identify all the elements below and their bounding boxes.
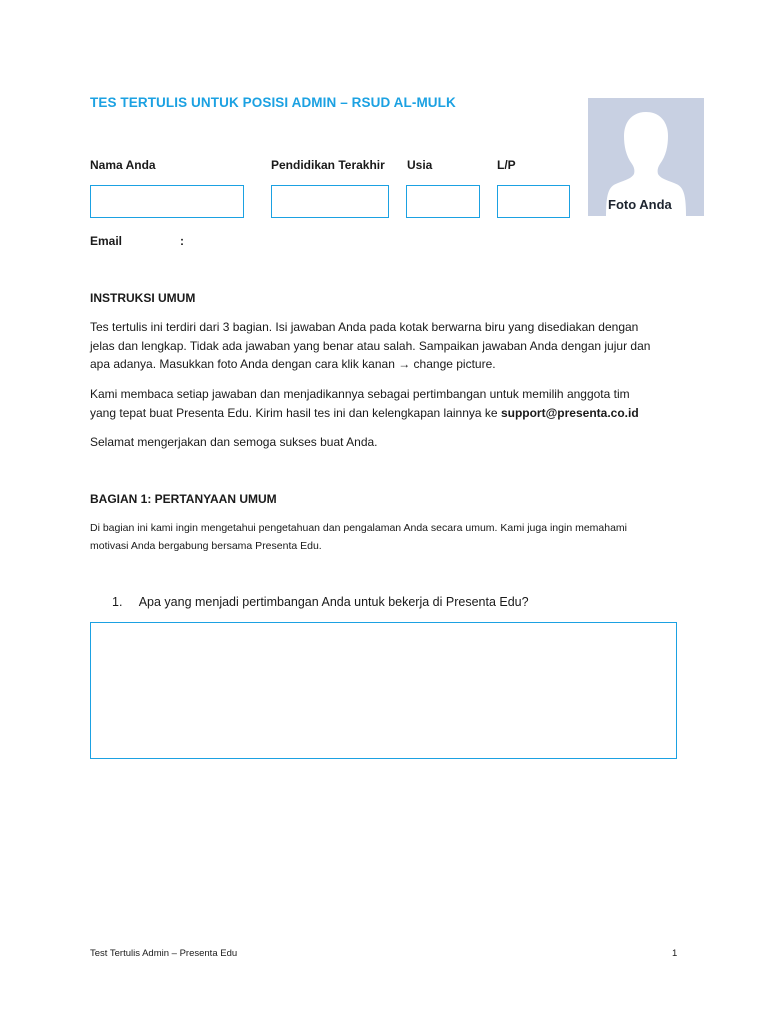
question-number: 1. (112, 595, 123, 609)
name-field[interactable] (90, 185, 244, 218)
question-1 (112, 595, 529, 609)
instructions-line: Kami membaca setiap jawaban dan menjadikannya sebagai pertimbangan untuk memilih anggota tim (90, 387, 630, 401)
document-title: TES TERTULIS UNTUK POSISI ADMIN – RSUD AL-MULK (90, 95, 456, 110)
section-1-description-line: motivasi Anda bergabung bersama Presenta Edu. (90, 540, 322, 552)
age-label: Usia (407, 158, 433, 172)
gender-field[interactable] (497, 185, 570, 218)
instructions-line-prefix: yang tepat buat Presenta Edu. Kirim hasil tes ini dan kelengkapan lainnya ke (90, 405, 501, 420)
question-1-answer-field[interactable] (90, 622, 677, 759)
email-label: Email (90, 234, 123, 248)
name-label: Nama Anda (90, 158, 156, 172)
instructions-line: apa adanya. Masukkan foto Anda dengan cara klik kanan → change picture. (90, 357, 496, 372)
age-field[interactable] (406, 185, 480, 218)
support-email-link[interactable]: support@presenta.co.id (500, 405, 639, 420)
instructions-paragraph-2 (90, 385, 690, 422)
photo-caption: Foto Anda (608, 197, 672, 212)
gender-label: L/P (497, 158, 516, 172)
section-1-heading: BAGIAN 1: PERTANYAAN UMUM (90, 492, 277, 506)
education-field[interactable] (271, 185, 389, 218)
instructions-heading: INSTRUKSI UMUM (90, 291, 196, 305)
instructions-paragraph-1 (90, 318, 690, 374)
email-colon: : (180, 234, 184, 248)
instructions-line (90, 404, 690, 423)
footer-title: Test Tertulis Admin – Presenta Edu (90, 948, 238, 959)
instructions-line: jelas dan lengkap. Tidak ada jawaban yang benar atau salah. Sampaikan jawaban Anda dengan jujur dan (90, 338, 651, 353)
section-1-description (90, 519, 690, 555)
page-number: 1 (672, 948, 678, 959)
section-1-description-line: Di bagian ini kami ingin mengetahui pengetahuan dan pengalaman Anda secara umum. Kami juga ingin memahami (90, 522, 628, 534)
profile-photo-placeholder[interactable] (588, 98, 704, 216)
instructions-closing: Selamat mengerjakan dan semoga sukses buat Anda. (90, 435, 378, 449)
instructions-line: Tes tertulis ini terdiri dari 3 bagian. Isi jawaban Anda pada kotak berwarna biru yang disediakan dengan (90, 320, 639, 334)
question-text: Apa yang menjadi pertimbangan Anda untuk bekerja di Presenta Edu? (138, 595, 529, 609)
education-label: Pendidikan Terakhir (271, 158, 385, 172)
